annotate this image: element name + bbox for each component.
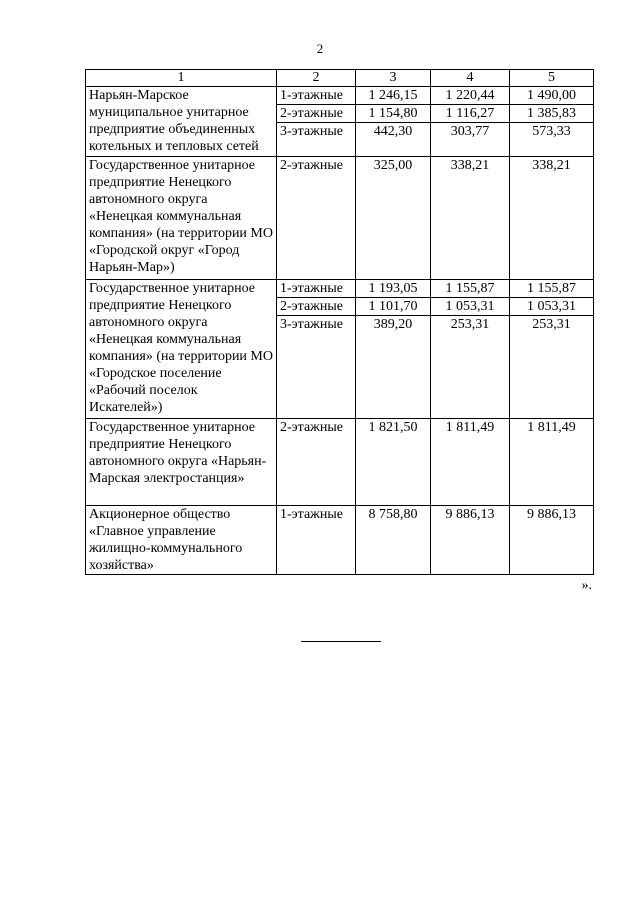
value-cell: 1 246,15 xyxy=(356,87,431,105)
value-cell: 338,21 xyxy=(431,157,510,280)
value-cell: 325,00 xyxy=(356,157,431,280)
value-cell: 253,31 xyxy=(510,316,594,419)
organization-name-cell: Государственное унитарное предприятие Ненецкого автономного округа «Нарьян-Марская электростанция» xyxy=(86,419,277,506)
value-cell: 1 385,83 xyxy=(510,105,594,123)
footer-divider-line xyxy=(301,641,381,642)
floors-cell: 2-этажные xyxy=(277,419,356,506)
value-cell: 9 886,13 xyxy=(431,506,510,575)
value-cell: 1 116,27 xyxy=(431,105,510,123)
organization-name-cell: Нарьян-Марское муниципальное унитарное предприятие объединенных котельных и тепловых сетей xyxy=(86,87,277,157)
table-row xyxy=(86,157,594,280)
table-row xyxy=(86,280,594,298)
table-row xyxy=(86,87,594,105)
value-cell: 389,20 xyxy=(356,316,431,419)
column-header: 2 xyxy=(277,70,356,87)
value-cell: 442,30 xyxy=(356,123,431,157)
value-cell: 8 758,80 xyxy=(356,506,431,575)
organization-name-cell: Акционерное общество «Главное управление жилищно-коммунального хозяйства» xyxy=(86,506,277,575)
floors-cell: 2-этажные xyxy=(277,105,356,123)
value-cell: 338,21 xyxy=(510,157,594,280)
tariff-table xyxy=(85,69,594,575)
column-header: 3 xyxy=(356,70,431,87)
floors-cell: 1-этажные xyxy=(277,87,356,105)
value-cell: 573,33 xyxy=(510,123,594,157)
table-header-row xyxy=(86,70,594,87)
organization-name-cell: Государственное унитарное предприятие Ненецкого автономного округа «Ненецкая коммунальная компания» (на территории МО «Городской округ «Город Нарьян-Мар») xyxy=(86,157,277,280)
value-cell: 1 053,31 xyxy=(510,298,594,316)
value-cell: 1 811,49 xyxy=(510,419,594,506)
column-header: 1 xyxy=(86,70,277,87)
value-cell: 1 053,31 xyxy=(431,298,510,316)
value-cell: 1 154,80 xyxy=(356,105,431,123)
floors-cell: 1-этажные xyxy=(277,280,356,298)
value-cell: 303,77 xyxy=(431,123,510,157)
value-cell: 1 101,70 xyxy=(356,298,431,316)
floors-cell: 2-этажные xyxy=(277,157,356,280)
column-header: 5 xyxy=(510,70,594,87)
value-cell: 9 886,13 xyxy=(510,506,594,575)
value-cell: 1 490,00 xyxy=(510,87,594,105)
closing-quote-mark: ». xyxy=(581,578,592,593)
floors-cell: 3-этажные xyxy=(277,123,356,157)
table-row xyxy=(86,506,594,575)
value-cell: 1 811,49 xyxy=(431,419,510,506)
value-cell: 1 155,87 xyxy=(510,280,594,298)
organization-name-cell: Государственное унитарное предприятие Ненецкого автономного округа «Ненецкая коммунальная компания» (на территории МО «Городское поселение «Рабочий поселок Искателей») xyxy=(86,280,277,419)
value-cell: 1 193,05 xyxy=(356,280,431,298)
value-cell: 253,31 xyxy=(431,316,510,419)
value-cell: 1 155,87 xyxy=(431,280,510,298)
floors-cell: 1-этажные xyxy=(277,506,356,575)
column-header: 4 xyxy=(431,70,510,87)
page-number: 2 xyxy=(316,41,324,56)
floors-cell: 2-этажные xyxy=(277,298,356,316)
value-cell: 1 821,50 xyxy=(356,419,431,506)
floors-cell: 3-этажные xyxy=(277,316,356,419)
table-row xyxy=(86,419,594,506)
value-cell: 1 220,44 xyxy=(431,87,510,105)
